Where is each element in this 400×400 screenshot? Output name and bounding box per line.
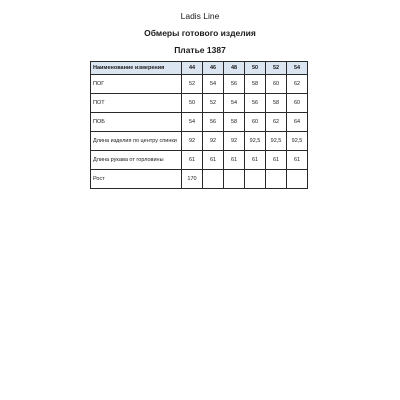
table-row [91, 170, 308, 189]
measurement-value: 60 [245, 113, 266, 132]
measurement-label: ПОГ [91, 75, 182, 94]
measurement-value: 60 [266, 75, 287, 94]
measurement-value: 92,5 [266, 132, 287, 151]
measurement-value: 64 [287, 113, 308, 132]
measurement-value [245, 170, 266, 189]
measurement-value: 52 [203, 94, 224, 113]
header-size-cell: 52 [266, 62, 287, 75]
brand-name: Ladis Line [180, 11, 220, 21]
measurement-label: ПОБ [91, 113, 182, 132]
measurement-value: 60 [287, 94, 308, 113]
header-label-cell: Наименование измерения [91, 62, 182, 75]
measurement-label: Рост [91, 170, 182, 189]
measurement-value: 170 [182, 170, 203, 189]
measurement-value: 52 [182, 75, 203, 94]
measurement-value: 92,5 [245, 132, 266, 151]
measurement-value: 62 [287, 75, 308, 94]
measurement-value: 54 [203, 75, 224, 94]
measurement-value [224, 170, 245, 189]
measurement-value: 62 [266, 113, 287, 132]
measurement-value: 92,5 [287, 132, 308, 151]
measurement-value: 61 [287, 151, 308, 170]
measurement-value: 56 [245, 94, 266, 113]
measurement-label: ПОТ [91, 94, 182, 113]
product-name: Платье 1387 [174, 45, 226, 55]
measurement-value: 61 [224, 151, 245, 170]
table-row [91, 151, 308, 170]
measurement-value: 61 [203, 151, 224, 170]
measurement-value: 58 [266, 94, 287, 113]
measurement-label: Длина изделия по центру спинки [91, 132, 182, 151]
measurements-table [90, 61, 308, 189]
table-row [91, 75, 308, 94]
measurement-value: 61 [266, 151, 287, 170]
measurement-value: 61 [182, 151, 203, 170]
table-header-row [91, 62, 308, 75]
measurement-value: 58 [245, 75, 266, 94]
header-size-cell: 46 [203, 62, 224, 75]
measurement-value: 56 [224, 75, 245, 94]
measurement-value: 50 [182, 94, 203, 113]
measurement-value: 92 [224, 132, 245, 151]
measurement-value: 56 [203, 113, 224, 132]
measurement-value: 54 [224, 94, 245, 113]
measurement-value [266, 170, 287, 189]
table-row [91, 94, 308, 113]
measurement-value: 92 [182, 132, 203, 151]
table-row [91, 113, 308, 132]
measurement-value: 92 [203, 132, 224, 151]
measurement-value: 54 [182, 113, 203, 132]
measurement-value [287, 170, 308, 189]
header-size-cell: 48 [224, 62, 245, 75]
measurement-label: Длина рукава от горловины [91, 151, 182, 170]
measurement-value: 61 [245, 151, 266, 170]
document-title: Обмеры готового изделия [144, 28, 256, 38]
header-size-cell: 54 [287, 62, 308, 75]
measurement-value [203, 170, 224, 189]
measurement-value: 58 [224, 113, 245, 132]
header-size-cell: 50 [245, 62, 266, 75]
header-size-cell: 44 [182, 62, 203, 75]
table-row [91, 132, 308, 151]
